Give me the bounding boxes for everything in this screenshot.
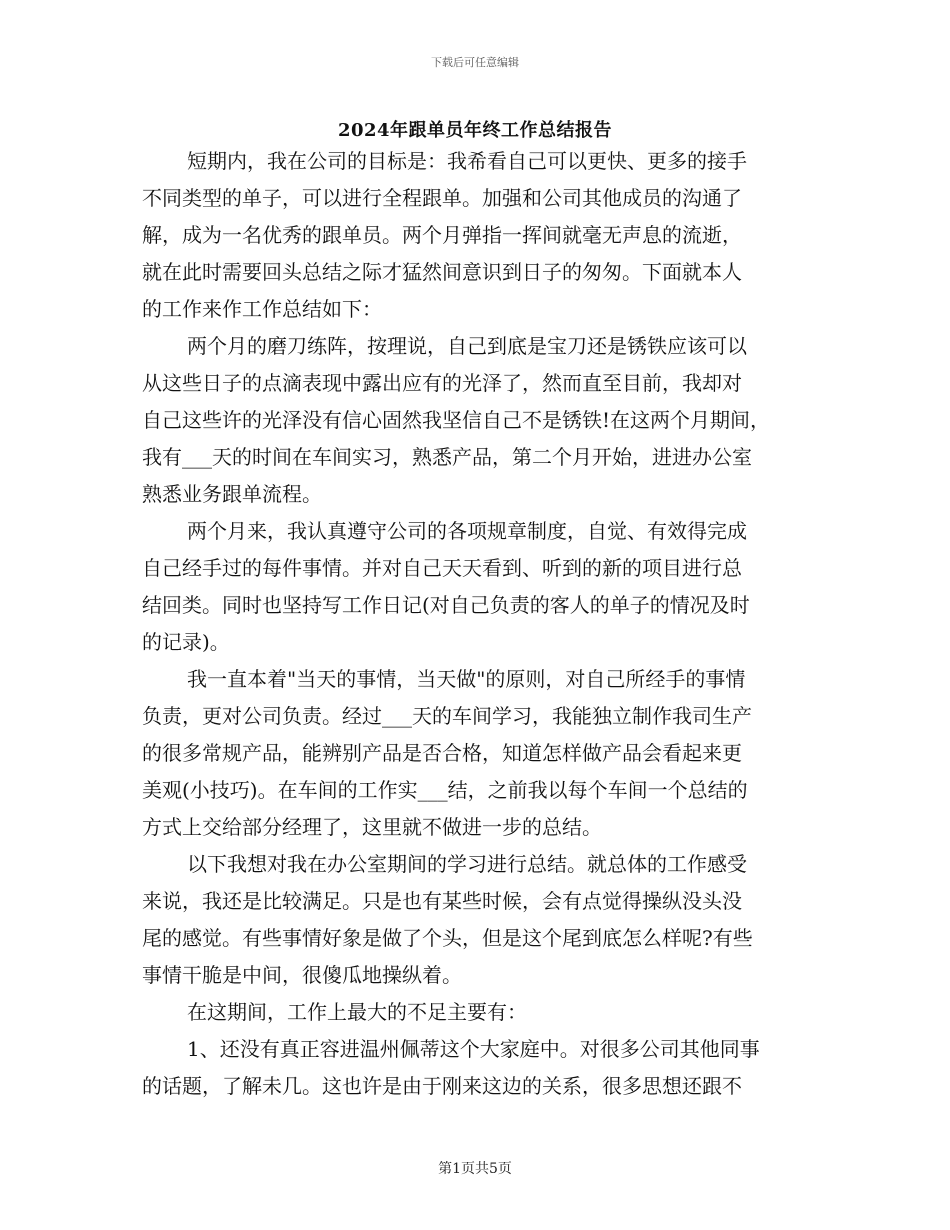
body-line: 就在此时需要回头总结之际才猛然间意识到日子的匆匆。下面就本人: [142, 260, 742, 284]
body-line: 来说，我还是比较满足。只是也有某些时候，会有点觉得操纵没头没: [142, 889, 742, 913]
body-line: 自己经手过的每件事情。并对自己天天看到、听到的新的项目进行总: [142, 556, 742, 580]
body-line: 我一直本着"当天的事情，当天做"的原则，对自己所经手的事情: [187, 667, 746, 691]
body-line: 短期内，我在公司的目标是：我希看自己可以更快、更多的接手: [187, 149, 747, 173]
body-line: 事情干脆是中间，很傻瓜地操纵着。: [142, 963, 462, 987]
document-title: 2024年跟单员年终工作总结报告: [337, 120, 613, 141]
body-line: 美观(小技巧)。在车间的工作实___结，之前我以每个车间一个总结的: [142, 778, 748, 802]
document-body: [142, 143, 814, 1105]
header-note: 下载后可任意编辑: [431, 56, 519, 69]
body-line: 熟悉业务跟单流程。: [142, 482, 322, 506]
page-number: 第1页共5页: [438, 1161, 512, 1177]
body-line: 在这期间，工作上最大的不足主要有：: [187, 1000, 527, 1024]
body-line: 以下我想对我在办公室期间的学习进行总结。就总体的工作感受: [187, 852, 747, 876]
body-line: 从这些日子的点滴表现中露出应有的光泽了，然而直至目前，我却对: [142, 371, 742, 395]
body-line: 解，成为一名优秀的跟单员。两个月弹指一挥间就毫无声息的流逝，: [142, 223, 742, 247]
body-line: 我有___天的时间在车间实习，熟悉产品，第二个月开始，进进办公室: [142, 445, 752, 469]
body-line: 的话题，了解未几。这也许是由于刚来这边的关系，很多思想还跟不: [142, 1074, 742, 1098]
body-line: 自己这些许的光泽没有信心固然我坚信自己不是锈铁!在这两个月期间，: [142, 408, 771, 432]
body-line: 的记录)。: [142, 630, 230, 654]
body-line: 不同类型的单子，可以进行全程跟单。加强和公司其他成员的沟通了: [142, 186, 742, 210]
body-line: 两个月来，我认真遵守公司的各项规章制度，自觉、有效得完成: [187, 519, 747, 543]
body-line: 负责，更对公司负责。经过___天的车间学习，我能独立制作我司生产: [142, 704, 752, 728]
body-line: 方式上交给部分经理了，这里就不做进一步的总结。: [142, 815, 602, 839]
body-line: 的很多常规产品，能辨别产品是否合格，知道怎样做产品会看起来更: [142, 741, 742, 765]
body-line: 两个月的磨刀练阵，按理说，自己到底是宝刀还是锈铁应该可以: [187, 334, 747, 358]
body-line: 尾的感觉。有些事情好象是做了个头，但是这个尾到底怎么样呢?有些: [142, 926, 753, 950]
body-line: 结回类。同时也坚持写工作日记(对自己负责的客人的单子的情况及时: [142, 593, 750, 617]
body-line: 的工作来作工作总结如下：: [142, 297, 382, 321]
body-line: 1、还没有真正容进温州佩蒂这个大家庭中。对很多公司其他同事: [187, 1037, 760, 1061]
